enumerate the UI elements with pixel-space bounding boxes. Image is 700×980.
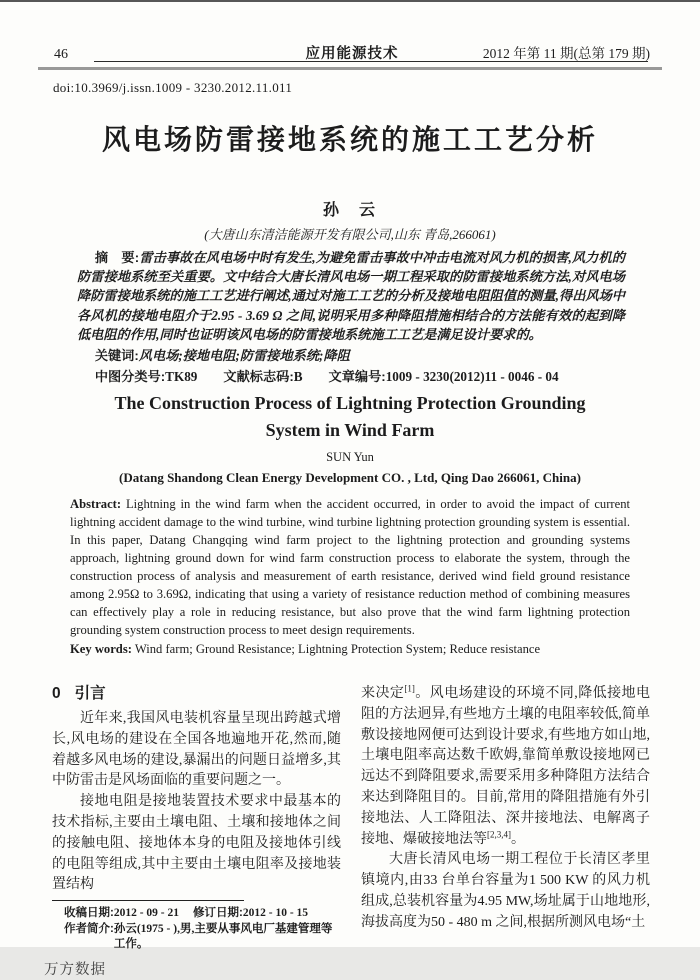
keywords-label-en: Key words: bbox=[70, 642, 132, 656]
article-title-cn: 风电场防雷接地系统的施工工艺分析 bbox=[101, 125, 598, 156]
body-paragraph-windfarm: 大唐长清风电场一期工程位于长清区孝里镇境内,由33 台单台容量为1 500 KW 的风力机组成,总装机容量为4.95 MW,场址属于山地地形,海拔高度为50 - 480 m 之间,根据所测风电场“土 bbox=[361, 852, 650, 930]
footnote-bio-row bbox=[52, 922, 341, 953]
clc-label: 中图分类号: bbox=[94, 369, 166, 385]
running-header bbox=[54, 42, 650, 63]
abstract-text-cn: 雷击事故在风电场中时有发生,为避免雷击事故中冲击电流对风力机的损害,风力机的防雷接地系统至关重要。文中结合大唐长清风电场一期工程采取的防雷接地系统方法,对风电场降防雷接地系统的施工工艺进行阐述,通过对施工工艺的分析及接地电阻阻值的测量,得出风场中各风机的接地电阻介于2.95 - 3.69 Ω 之间,说明采用多种降阻措施相结合的方法能有效的起到降低电阻的作用,同时也证明该风电场的防雷接地系统施工工艺是满足设计要求的。 bbox=[77, 250, 625, 342]
para-text: 来决定 bbox=[361, 686, 405, 701]
abstract-label-cn: 摘 要: bbox=[94, 250, 140, 265]
section-heading-intro bbox=[52, 684, 341, 704]
abstract-block-cn bbox=[77, 248, 625, 386]
scan-edge-line bbox=[0, 0, 700, 2]
keywords-text-cn: 风电场;接地电阻;防雷接地系统;降阻 bbox=[138, 348, 350, 364]
reference-superscript-1: [1] bbox=[404, 683, 415, 694]
reference-superscript-2: [2,3,4] bbox=[487, 828, 511, 839]
left-column bbox=[44, 684, 341, 980]
abstract-block-en bbox=[70, 495, 630, 658]
author-name-en: SUN Yun bbox=[326, 450, 374, 464]
issue-info: 2012 年第 11 期(总第 179 期) bbox=[482, 46, 650, 61]
intro-paragraph-1: 近年来,我国风电装机容量呈现出跨越式增长,风电场的建设在全国各地遍地开花,然而,随着越多风电场的建设,暴漏出的问题日益增多,其中防雷击是风场面临的重要问题之一。 bbox=[52, 711, 341, 789]
page-number: 46 bbox=[54, 47, 68, 62]
affiliation-cn: (大唐山东清洁能源开发有限公司,山东 青岛,266061) bbox=[204, 227, 496, 242]
footnote-dates-row bbox=[52, 906, 341, 922]
revised-date-value: 2012 - 10 - 15 bbox=[242, 907, 309, 920]
para-text: 。 bbox=[511, 831, 525, 847]
revised-date-label: 修订日期: bbox=[193, 907, 243, 920]
article-id-label: 文章编号: bbox=[328, 369, 386, 385]
right-column bbox=[361, 684, 650, 980]
author-bio-text: 孙云(1975 - ),男,主要从事风电厂基建管理等工作。 bbox=[113, 922, 333, 951]
header-rule-thin bbox=[94, 61, 648, 62]
keywords-text-en: Wind farm; Ground Resistance; Lightning Protection System; Reduce resistance bbox=[134, 642, 541, 656]
body-paragraph-continuation bbox=[361, 684, 650, 850]
abstract-text-en: Lightning in the wind farm when the accident occurred, in order to avoid the impact of current lightning accident damage to the wind turbine, wind turbine lightning protection grounding system is essential. In this paper, Datang Changqing wind farm project to the lightning protection and grounding systems approach, lightning ground down for wind farm construction process to elaborate the system, through the construction process of analysis and measurement of earth resistance, derived wind field ground resistance among 2.95Ω to 3.69Ω, indicating that using a variety of resistance reduction method of combining measures can effectively play a role in reducing resistance, but also prove that the wind farm lightning protection grounding system construction process to meet design requirements. bbox=[70, 497, 630, 637]
doi-line: doi:10.3969/j.issn.1009 - 3230.2012.11.011 bbox=[53, 80, 293, 95]
keywords-cn bbox=[77, 346, 625, 365]
article-title-en-line2: System in Wind Farm bbox=[265, 420, 435, 440]
classification-line bbox=[77, 367, 625, 386]
header-rule-thick bbox=[38, 67, 662, 70]
section-title: 引言 bbox=[74, 685, 106, 702]
author-name-cn: 孙 云 bbox=[322, 202, 377, 219]
abstract-en bbox=[70, 495, 630, 639]
article-title-en bbox=[0, 390, 700, 444]
keywords-label-cn: 关键词: bbox=[94, 348, 139, 364]
article-id-value: 1009 - 3230(2012)11 - 0046 - 04 bbox=[385, 369, 559, 385]
body-columns bbox=[44, 683, 651, 980]
footnote-rule bbox=[52, 900, 244, 901]
abstract-cn bbox=[77, 248, 625, 344]
section-number: 0 bbox=[52, 685, 61, 702]
doc-code-label: 文献标志码: bbox=[223, 369, 294, 385]
article-title-en-line1: The Construction Process of Lightning Protection Grounding bbox=[114, 393, 586, 413]
keywords-en bbox=[70, 640, 630, 658]
affiliation-en: (Datang Shandong Clean Energy Development CO. , Ltd, Qing Dao 266061, China) bbox=[119, 470, 581, 485]
author-bio-label: 作者简介: bbox=[64, 922, 114, 935]
received-date-value: 2012 - 09 - 21 bbox=[113, 907, 180, 920]
abstract-label-en: Abstract: bbox=[70, 497, 122, 511]
journal-title: 应用能源技术 bbox=[305, 46, 399, 62]
intro-paragraph-2: 接地电阻是接地装置技术要求中最基本的技术指标,主要由土壤电阻、土壤和接地体之间的接触电阻、接地体本身的电阻及接地体引线的电阻等组成,其中主要由土壤电阻率及接地装置结构 bbox=[52, 794, 341, 893]
para-text: 。风电场建设的环境不同,降低接地电阻的方法迥异,有些地方土壤的电阻率较低,简单敷设接地网便可达到设计要求,有些地方如山地,土壤电阻率高达数千欧姆,靠简单敷设接地网已远达不到降阻要求,需要采用多种降阻方法结合来达到降阻目的。目前,常用的降阻措施有外引接地法、人工降阻法、深井接地法、电解离子接地、爆破接地法等 bbox=[361, 686, 651, 847]
received-date-label: 收稿日期: bbox=[64, 907, 114, 920]
clc-value: TK89 bbox=[165, 369, 198, 385]
footnote-block bbox=[52, 900, 341, 953]
wanfang-watermark: 万方数据 bbox=[44, 961, 106, 978]
doc-code-value: B bbox=[293, 369, 303, 385]
